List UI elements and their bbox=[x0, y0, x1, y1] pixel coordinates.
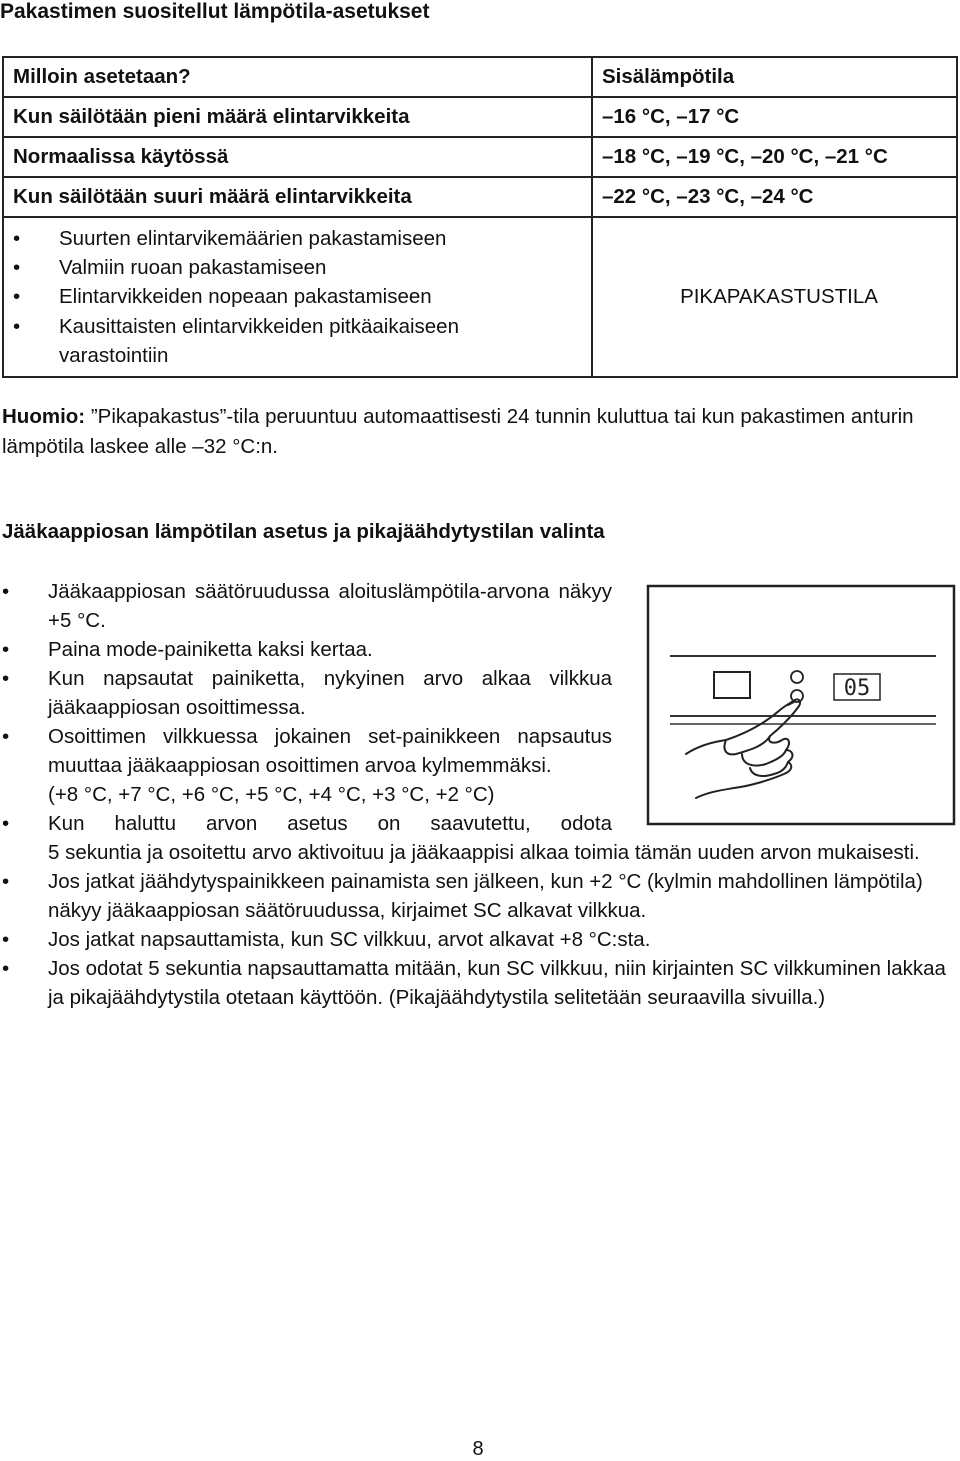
list-item bbox=[2, 954, 956, 1012]
row-when: Kun säilötään suuri määrä elintarvikkeita bbox=[3, 177, 592, 217]
page-number: 8 bbox=[472, 1438, 484, 1460]
note bbox=[2, 402, 956, 462]
row-temp: –16 °C, –17 °C bbox=[592, 97, 957, 137]
row-temp: PIKAPAKASTUSTILA bbox=[592, 217, 957, 377]
row-temp: –18 °C, –19 °C, –20 °C, –21 °C bbox=[592, 137, 957, 177]
list-item: • Kausittaisten elintarvikkeiden pitkäaikaiseen varastointiin bbox=[13, 312, 591, 370]
item-text: • Paina mode-painiketta kaksi kertaa. bbox=[48, 638, 373, 661]
row-when-list bbox=[3, 217, 592, 377]
panel-frame bbox=[648, 586, 954, 824]
table-row bbox=[3, 137, 957, 177]
settings-table bbox=[2, 56, 958, 378]
row-temp: –22 °C, –23 °C, –24 °C bbox=[592, 177, 957, 217]
table-row bbox=[3, 177, 957, 217]
list-item bbox=[2, 867, 956, 925]
mode-button-icon bbox=[791, 671, 803, 683]
item-text: Jos jatkat napsauttamista, kun SC vilkkuu, arvot alkavat +8 °C:sta. bbox=[48, 928, 651, 951]
table-header-row bbox=[3, 57, 957, 97]
table-row bbox=[3, 217, 957, 377]
item-text: • Kun napsautat painiketta, nykyinen arvo alkaa vilkkua jääkaappiosan osoittimessa. bbox=[48, 667, 612, 719]
list-item: • Valmiin ruoan pakastamiseen bbox=[13, 253, 591, 282]
table-row bbox=[3, 97, 957, 137]
item-text: (+8 °C, +7 °C, +6 °C, +5 °C, +4 °C, +3 °C, +2 °C) bbox=[48, 783, 495, 806]
item-text: • Jääkaappiosan säätöruudussa aloituslämpötila-arvona näkyy +5 °C. bbox=[48, 580, 612, 632]
display-window-left bbox=[714, 672, 750, 698]
section-heading: Jääkaappiosan lämpötilan asetus ja pikajäähdytystilan valinta bbox=[2, 520, 605, 543]
control-panel-illustration bbox=[646, 584, 956, 826]
item-text: Jos odotat 5 sekuntia napsauttamatta mitään, kun SC vilkkuu, niin kirjainten SC vilkkuminen lakkaa ja pikajäähdytystila otetaan käyttöön. (Pikajäähdytystila selitetään seuraavilla sivuilla.) bbox=[48, 957, 946, 1009]
header-temp: Sisälämpötila bbox=[592, 57, 957, 97]
header-when: Milloin asetetaan? bbox=[3, 57, 592, 97]
note-label: Huomio: bbox=[2, 405, 86, 428]
list-item: • Elintarvikkeiden nopeaan pakastamiseen bbox=[13, 282, 591, 311]
note-text: ”Pikapakastus”-tila peruuntuu automaattisesti 24 tunnin kuluttua tai kun pakastimen anturin lämpötila laskee alle –32 °C:n. bbox=[2, 405, 914, 458]
item-text: • Osoittimen vilkkuessa jokainen set-painikkeen napsautus muuttaa jääkaappiosan osoittimen arvoa kylmemmäksi. bbox=[48, 725, 612, 777]
list-item bbox=[2, 838, 956, 867]
item-text: 5 sekuntia ja osoitettu arvo aktivoituu ja jääkaappisi alkaa toimia tämän uuden arvon mukaisesti. bbox=[48, 841, 920, 864]
item-text: • Kun haluttu arvon asetus on saavutettu, odota bbox=[48, 812, 612, 835]
item-text: Jos jatkat jäähdytyspainikkeen painamista sen jälkeen, kun +2 °C (kylmin mahdollinen lämpötila) näkyy jääkaappiosan säätöruudussa, kirjaimet SC alkavat vilkkua. bbox=[48, 870, 923, 922]
row-when: Normaalissa käytössä bbox=[3, 137, 592, 177]
fridge-display-value: 05 bbox=[843, 676, 871, 701]
row-when: Kun säilötään pieni määrä elintarvikkeita bbox=[3, 97, 592, 137]
page-title: Pakastimen suositellut lämpötila-asetukset bbox=[0, 0, 430, 23]
list-item bbox=[2, 925, 956, 954]
list-item: • Suurten elintarvikemäärien pakastamiseen bbox=[13, 224, 591, 253]
